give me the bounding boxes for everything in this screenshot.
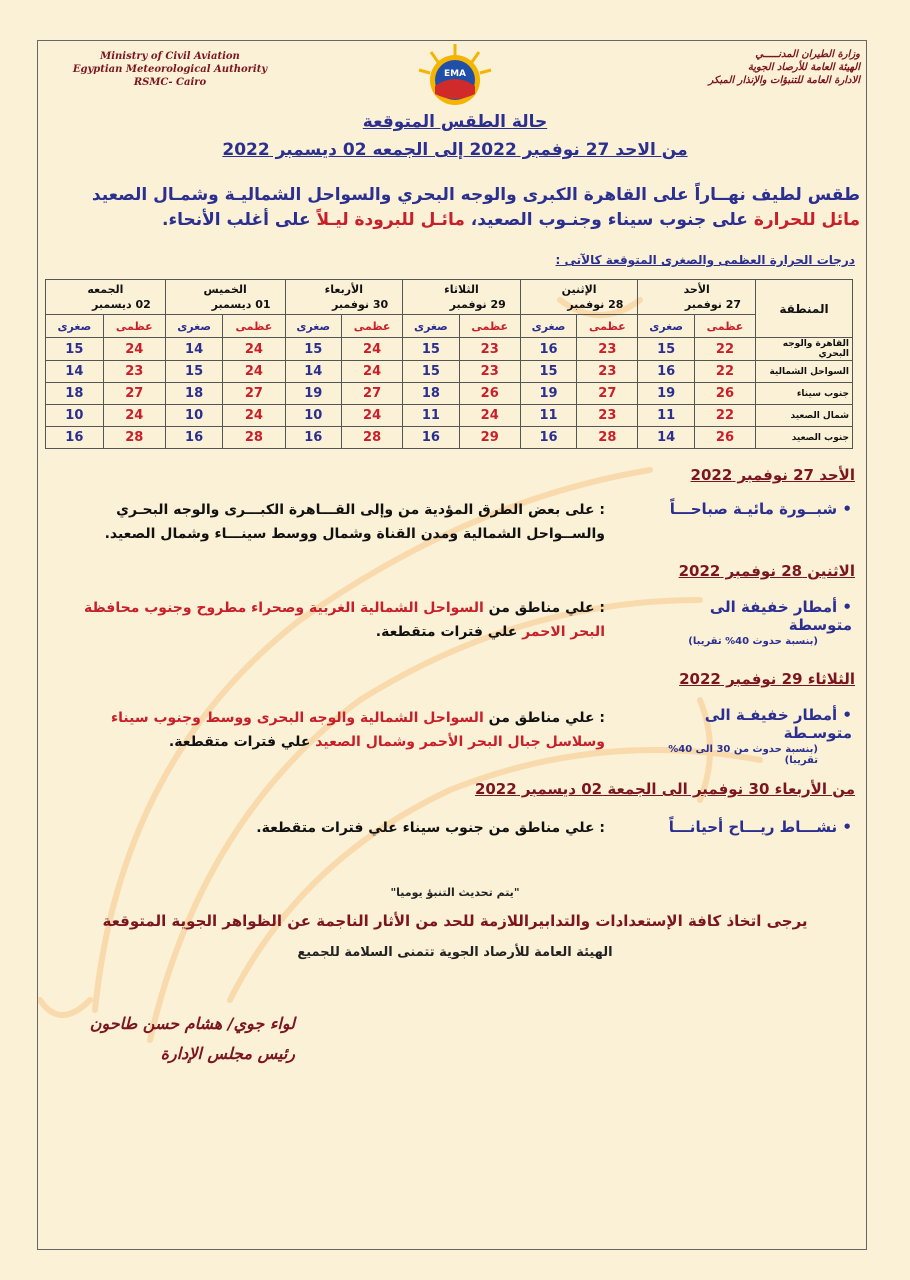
max-temp: 24 [342, 405, 403, 427]
day-date: 02 ديسمبر [92, 298, 151, 311]
max-temp: 23 [577, 405, 638, 427]
min-temp: 11 [520, 405, 577, 427]
authority-name: Egyptian Meteorological Authority [72, 64, 268, 75]
min-temp: 11 [403, 405, 460, 427]
max-temp: 24 [223, 361, 285, 383]
max-label: عظمى [103, 315, 165, 338]
temperature-table [45, 279, 853, 449]
max-label: عظمى [577, 315, 638, 338]
max-temp: 23 [577, 361, 638, 383]
region-name: جنوب سيناء [756, 383, 853, 405]
header-english [70, 50, 270, 89]
ministry-name-ar: وزارة الطيران المدنـــــي [755, 49, 860, 60]
forecast-heading: من الأربعاء 30 نوفمبر الى الجمعة 02 ديسمبر 2022 [474, 780, 855, 798]
table-row [46, 338, 853, 361]
max-temp: 24 [342, 361, 403, 383]
max-temp: 24 [103, 338, 165, 361]
max-temp: 23 [459, 361, 520, 383]
forecast-phenomenon: • شبــورة مائيـة صباحـــاً [669, 500, 852, 518]
day-date: 28 نوفمبر [567, 298, 624, 311]
min-temp: 19 [285, 383, 342, 405]
min-temp: 15 [165, 361, 223, 383]
table-row [46, 361, 853, 383]
forecast-phenomenon: • نشـــاط ريـــاح أحيانـــاً [668, 818, 852, 836]
safety-wish: الهيئة العامة للأرصاد الجوية تتمنى السلامة للجميع [297, 945, 613, 960]
day-name: الأحد [683, 283, 710, 296]
ema-logo-icon [413, 42, 497, 110]
min-temp: 16 [165, 427, 223, 449]
max-temp: 29 [459, 427, 520, 449]
period-title: من الاحد 27 نوفمبر 2022 إلى الجمعه 02 ديسمبر 2022 [222, 140, 688, 160]
weather-summary [70, 183, 860, 233]
max-temp: 28 [577, 427, 638, 449]
table-row [46, 405, 853, 427]
forecast-heading: الثلاثاء 29 نوفمبر 2022 [679, 670, 855, 688]
region-name: شمال الصعيد [756, 405, 853, 427]
min-temp: 11 [638, 405, 695, 427]
authority-name-ar: الهيئة العامة للأرصاد الجوية [747, 62, 860, 73]
min-label: صغرى [520, 315, 577, 338]
min-label: صغرى [403, 315, 460, 338]
table-row [46, 427, 853, 449]
table-row [46, 383, 853, 405]
min-temp: 15 [46, 338, 104, 361]
signer-name: لواء جوي/ هشام حسن طاحون [89, 1014, 295, 1033]
rsmc-name: RSMC- Cairo [133, 77, 207, 88]
min-temp: 16 [520, 338, 577, 361]
max-temp: 26 [459, 383, 520, 405]
min-temp: 19 [520, 383, 577, 405]
max-temp: 27 [223, 383, 285, 405]
max-temp: 26 [694, 383, 755, 405]
page-title: حالة الطقس المتوقعة [362, 112, 548, 132]
min-temp: 15 [285, 338, 342, 361]
forecast-phenomenon: • أمطار خفيفـة الى متوسـطة (بنسبة حدوث من 30 الى 40% تقريبا) [652, 706, 852, 766]
max-temp: 27 [103, 383, 165, 405]
min-temp: 15 [638, 338, 695, 361]
day-header [165, 280, 285, 315]
region-name: جنوب الصعيد [756, 427, 853, 449]
min-label: صغرى [46, 315, 104, 338]
min-temp: 10 [285, 405, 342, 427]
day-name: الثلاثاء [444, 283, 479, 296]
max-temp: 27 [577, 383, 638, 405]
forecast-heading: الأحد 27 نوفمبر 2022 [690, 466, 855, 484]
max-temp: 24 [342, 338, 403, 361]
forecast-phenomenon: • أمطار خفيفة الى متوسطة (بنسبة حدوث 40% تقريبا) [652, 598, 852, 647]
day-header [46, 280, 166, 315]
day-name: الخميس [203, 283, 247, 296]
day-header [638, 280, 756, 315]
min-label: صغرى [165, 315, 223, 338]
min-temp: 14 [285, 361, 342, 383]
min-temp: 10 [46, 405, 104, 427]
day-name: الأربعاء [324, 283, 363, 296]
min-temp: 15 [403, 338, 460, 361]
summary-part-2: على القاهرة الكبرى والوجه البحري والسواحل الشماليـة وشمـال الصعيد [91, 185, 695, 205]
max-temp: 27 [342, 383, 403, 405]
min-temp: 15 [520, 361, 577, 383]
logo-text: EMA [443, 69, 467, 79]
min-temp: 16 [520, 427, 577, 449]
max-temp: 24 [223, 405, 285, 427]
summary-part-3: مائل للحرارة [753, 210, 860, 230]
forecast-detail: : علي مناطق من السواحل الشمالية الغربية وصحراء مطروح وجنوب محافظة البحر الاحمر علي فترات متقطعة. [84, 600, 605, 640]
max-temp: 28 [223, 427, 285, 449]
forecast-detail: : علي مناطق من السواحل الشمالية والوجه البحرى ووسط وجنوب سيناء وسلاسل جبال البحر الأحمر وشمال الصعيد علي فترات متقطعة. [110, 710, 605, 750]
probability-note: (بنسبة حدوث من 30 الى 40% تقريبا) [668, 744, 818, 766]
day-date: 27 نوفمبر [684, 298, 741, 311]
summary-part-6: على أغلب الأنحاء. [161, 210, 317, 230]
min-label: صغرى [285, 315, 342, 338]
max-temp: 22 [694, 361, 755, 383]
day-header [285, 280, 403, 315]
day-date: 29 نوفمبر [449, 298, 506, 311]
department-name-ar: الادارة العامة للتنبؤات والإنذار المبكر [708, 75, 860, 86]
min-label: صغرى [638, 315, 695, 338]
min-temp: 16 [46, 427, 104, 449]
forecast-detail: : على بعض الطرق المؤدية من وإلى القـــاهرة الكبـــرى والوجه البحـري والســواحل الشمالية ومدن القناة وشمال ووسط سينـــاء وشمال الصعيد. [104, 502, 605, 542]
day-date: 30 نوفمبر [332, 298, 389, 311]
day-header [403, 280, 521, 315]
summary-part-1: طقس لطيف نهــاراً [694, 185, 860, 205]
region-name: السواحل الشمالية [756, 361, 853, 383]
max-temp: 23 [103, 361, 165, 383]
min-temp: 14 [46, 361, 104, 383]
update-note: "يتم تحديث التنبؤ يوميا" [390, 886, 520, 899]
region-header: المنطقة [756, 280, 853, 338]
max-temp: 22 [694, 405, 755, 427]
advice-text: يرجى اتخاذ كافة الإستعدادات والتدابيراللازمة للحد من الأثار الناجمة عن الظواهر الجوية المتوقعة [102, 912, 808, 930]
min-temp: 16 [403, 427, 460, 449]
day-name: الجمعه [87, 283, 124, 296]
probability-note: (بنسبة حدوث 40% تقريبا) [688, 636, 818, 647]
table-caption: درجات الحرارة العظمى والصغرى المتوقعة كالآتى : [555, 253, 855, 267]
forecast-detail: : علي مناطق من جنوب سيناء علي فترات متقطعة. [256, 820, 605, 836]
ministry-name: Ministry of Civil Aviation [100, 51, 240, 62]
max-temp: 23 [577, 338, 638, 361]
max-temp: 23 [459, 338, 520, 361]
max-label: عظمى [694, 315, 755, 338]
max-label: عظمى [459, 315, 520, 338]
min-temp: 14 [165, 338, 223, 361]
min-temp: 18 [403, 383, 460, 405]
max-temp: 24 [223, 338, 285, 361]
max-temp: 28 [342, 427, 403, 449]
max-temp: 24 [103, 405, 165, 427]
min-temp: 16 [285, 427, 342, 449]
max-temp: 24 [459, 405, 520, 427]
day-header [520, 280, 638, 315]
day-date: 01 ديسمبر [211, 298, 271, 311]
summary-part-4: على جنوب سيناء وجنـوب الصعيد، [464, 210, 754, 230]
max-temp: 26 [694, 427, 755, 449]
max-temp: 28 [103, 427, 165, 449]
min-temp: 19 [638, 383, 695, 405]
min-temp: 15 [403, 361, 460, 383]
summary-part-5: مائـل للبرودة ليـلاً [316, 210, 465, 230]
min-temp: 10 [165, 405, 223, 427]
min-temp: 14 [638, 427, 695, 449]
min-temp: 18 [165, 383, 223, 405]
header-arabic [630, 48, 860, 87]
signer-title: رئيس مجلس الإدارة [160, 1044, 295, 1063]
day-name: الإثنين [561, 283, 597, 296]
max-temp: 22 [694, 338, 755, 361]
min-temp: 18 [46, 383, 104, 405]
forecast-heading: الاثنين 28 نوفمبر 2022 [678, 562, 855, 580]
max-label: عظمى [342, 315, 403, 338]
min-temp: 16 [638, 361, 695, 383]
region-name: القاهرة والوجه البحري [756, 338, 853, 361]
max-label: عظمى [223, 315, 285, 338]
